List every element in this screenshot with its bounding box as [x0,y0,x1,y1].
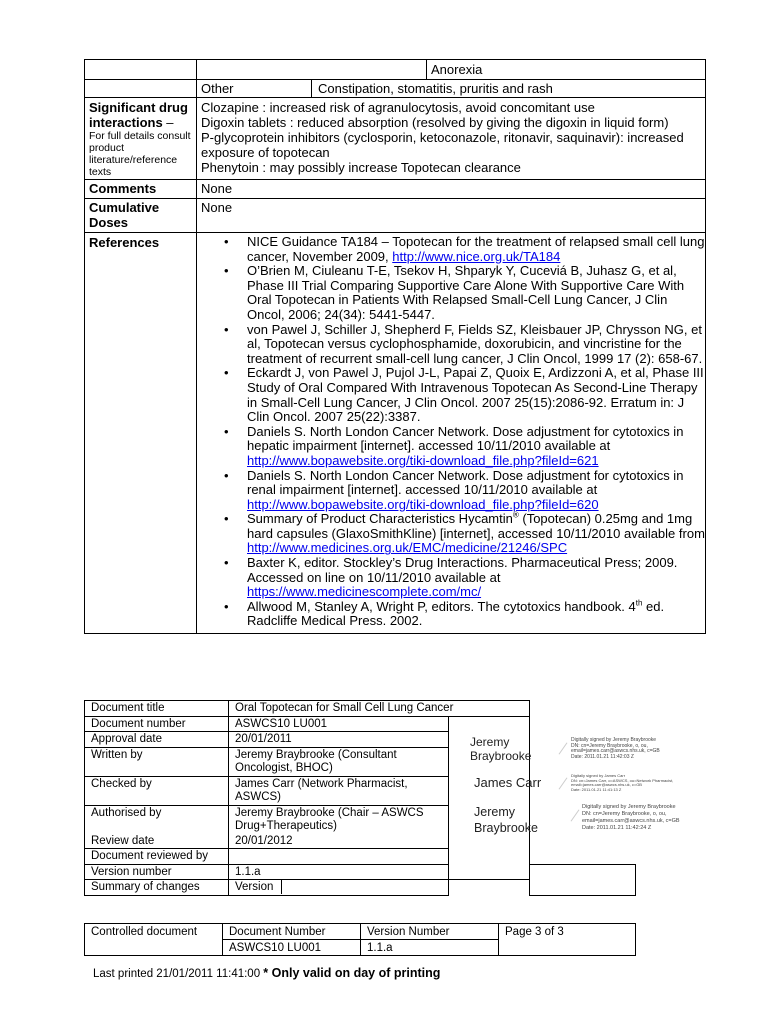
cumulative-value: None [197,199,706,233]
document-number: ASWCS10 LU001 [229,716,449,732]
reference-link[interactable]: http://www.bopawebsite.org/tiki-download_file.php?fileId=621 [247,452,599,468]
list-item: • Daniels S. North London Cancer Network. Dose adjustment for cytotoxics in hepatic impairment [internet]. accessed 10/11/2010 available at http://www.bopawebsite.org/tiki-download_file.php?fileId=621 [247,425,705,469]
table-row [85,80,706,98]
review-date: 20/01/2012 [229,834,449,849]
references-label: References [85,233,197,634]
interactions-dash: – [162,115,174,130]
reference-link[interactable]: http://www.nice.org.uk/TA184 [392,248,561,264]
validity-warning: * Only valid on day of printing [263,966,441,980]
list-item: • Summary of Product Characteristics Hycamtin® (Topotecan) 0.25mg and 1mg hard capsules (GlaxoSmithKline) [internet], accessed 10/11/2010 available from http://www.medicines.org.uk/EMC/medicine/21246/SPC [247,512,705,556]
table-row [85,60,706,80]
list-item: • Eckardt J, von Pawel J, Pujol J-L, Papai Z, Quoix E, Ardizzoni A, et al, Phase III Study of Oral Compared With Intravenous Topotecan As Second-Line Therapy in Small-Cell Lung Cancer, J Clin Oncol. 2007 25(15):2086-92. Erratum in: J Clin Oncol. 2007 25(22):3387. [247,366,705,424]
table-row [85,199,706,233]
comments-label: Comments [85,180,197,199]
summary-of-changes: Version [229,880,282,894]
reviewed-by [229,849,449,865]
written-by: Jeremy Braybrooke (Consultant Oncologist, BHOC) [229,747,449,776]
table-row [85,233,706,634]
table-row [85,180,706,199]
table-row [85,98,706,180]
controlled-document-table: Controlled document Document Number Version Number Page 3 of 3 ASWCS10 LU001 1.1.a [84,923,636,956]
drug-info-table [84,59,706,634]
comments-value: None [197,180,706,199]
checked-by: James Carr (Network Pharmacist, ASWCS) [229,776,449,805]
list-item: • Allwood M, Stanley A, Wright P, editors. The cytotoxics handbook. 4th ed. Radcliffe Medical Press. 2002. [247,600,705,629]
reference-link[interactable]: http://www.bopawebsite.org/tiki-download_file.php?fileId=620 [247,496,599,512]
footer-version-number: 1.1.a [361,940,499,956]
interactions-note: For full details consult product literature/reference texts [89,130,191,178]
other-value: Constipation, stomatitis, pruritis and rash [318,81,553,96]
other-label: Other [197,80,312,97]
authorised-by: Jeremy Braybrooke (Chair – ASWCS Drug+Therapeutics) [229,805,449,834]
last-printed: Last printed 21/01/2011 11:41:00 * Only valid on day of printing [93,966,441,980]
page-number: Page 3 of 3 [499,924,636,956]
document-info-table: Document title Oral Topotecan for Small Cell Lung Cancer Document number ASWCS10 LU001 Approval date 20/01/2011 Written by Jeremy Braybrooke (Consultant Oncologist, BHOC) Checked by James Carr (Network Pharmacist, ASWCS) Authorised by Jeremy Braybrooke (Chair – ASWCS Drug+Therapeutics) Review date 20/01/2012 Document reviewed by Version number 1.1.a Summary of changes Version [84,700,636,896]
interaction-2: Digoxin tablets : reduced absorption (resolved by giving the digoxin in liquid form) [201,115,669,130]
interaction-4: Phenytoin : may possibly increase Topotecan clearance [201,160,521,175]
document-title: Oral Topotecan for Small Cell Lung Cancer [229,701,530,717]
version-number: 1.1.a [229,864,449,880]
interaction-1: Clozapine : increased risk of agranulocytosis, avoid concomitant use [201,100,595,115]
footer-document-number: ASWCS10 LU001 [223,940,361,956]
list-item: • O’Brien M, Ciuleanu T-E, Tsekov H, Shparyk Y, Cuceviá B, Juhasz G, et al, Phase III Trial Comparing Supportive Care Alone With Supportive Care With Oral Topotecan in Patients With Relapsed Small-Cell Lung Cancer, J Clin Oncol, 2006; 24(34): 5441-5447. [247,264,705,322]
list-item: • von Pawel J, Schiller J, Shepherd F, Fields SZ, Kleisbauer JP, Chrysson NG, et al, Topotecan versus cyclophosphamide, doxorubicin, and vincristine for the treatment of recurrent small-cell lung cancer, J Clin Oncol, 1999 17 (2): 658-67. [247,323,705,367]
interactions-label: Significant drug interactions [89,100,188,130]
reference-link[interactable]: http://www.medicines.org.uk/EMC/medicine/21246/SPC [247,540,568,556]
list-item: • Baxter K, editor. Stockley’s Drug Interactions. Pharmaceutical Press; 2009. Accessed on line on 10/11/2010 available at https://www.medicinescomplete.com/mc/ [247,556,705,600]
reference-link[interactable]: https://www.medicinescomplete.com/mc/ [247,584,482,600]
cumulative-label: Cumulative Doses [85,199,197,233]
list-item: • NICE Guidance TA184 – Topotecan for the treatment of relapsed small cell lung cancer, November 2009, http://www.nice.org.uk/TA184 [247,235,705,264]
references-list [201,235,705,629]
interaction-3: P-glycoprotein inhibitors (cyclosporin, ketoconazole, ritonavir, saquinavir): increased exposure of topotecan [201,130,684,160]
controlled-document-label: Controlled document [85,924,223,956]
list-item: • Daniels S. North London Cancer Network. Dose adjustment for cytotoxics in renal impairment [internet]. accessed 10/11/2010 available at http://www.bopawebsite.org/tiki-download_file.php?fileId=620 [247,469,705,513]
side-effect-anorexia: Anorexia [431,62,483,77]
approval-date: 20/01/2011 [229,732,449,748]
